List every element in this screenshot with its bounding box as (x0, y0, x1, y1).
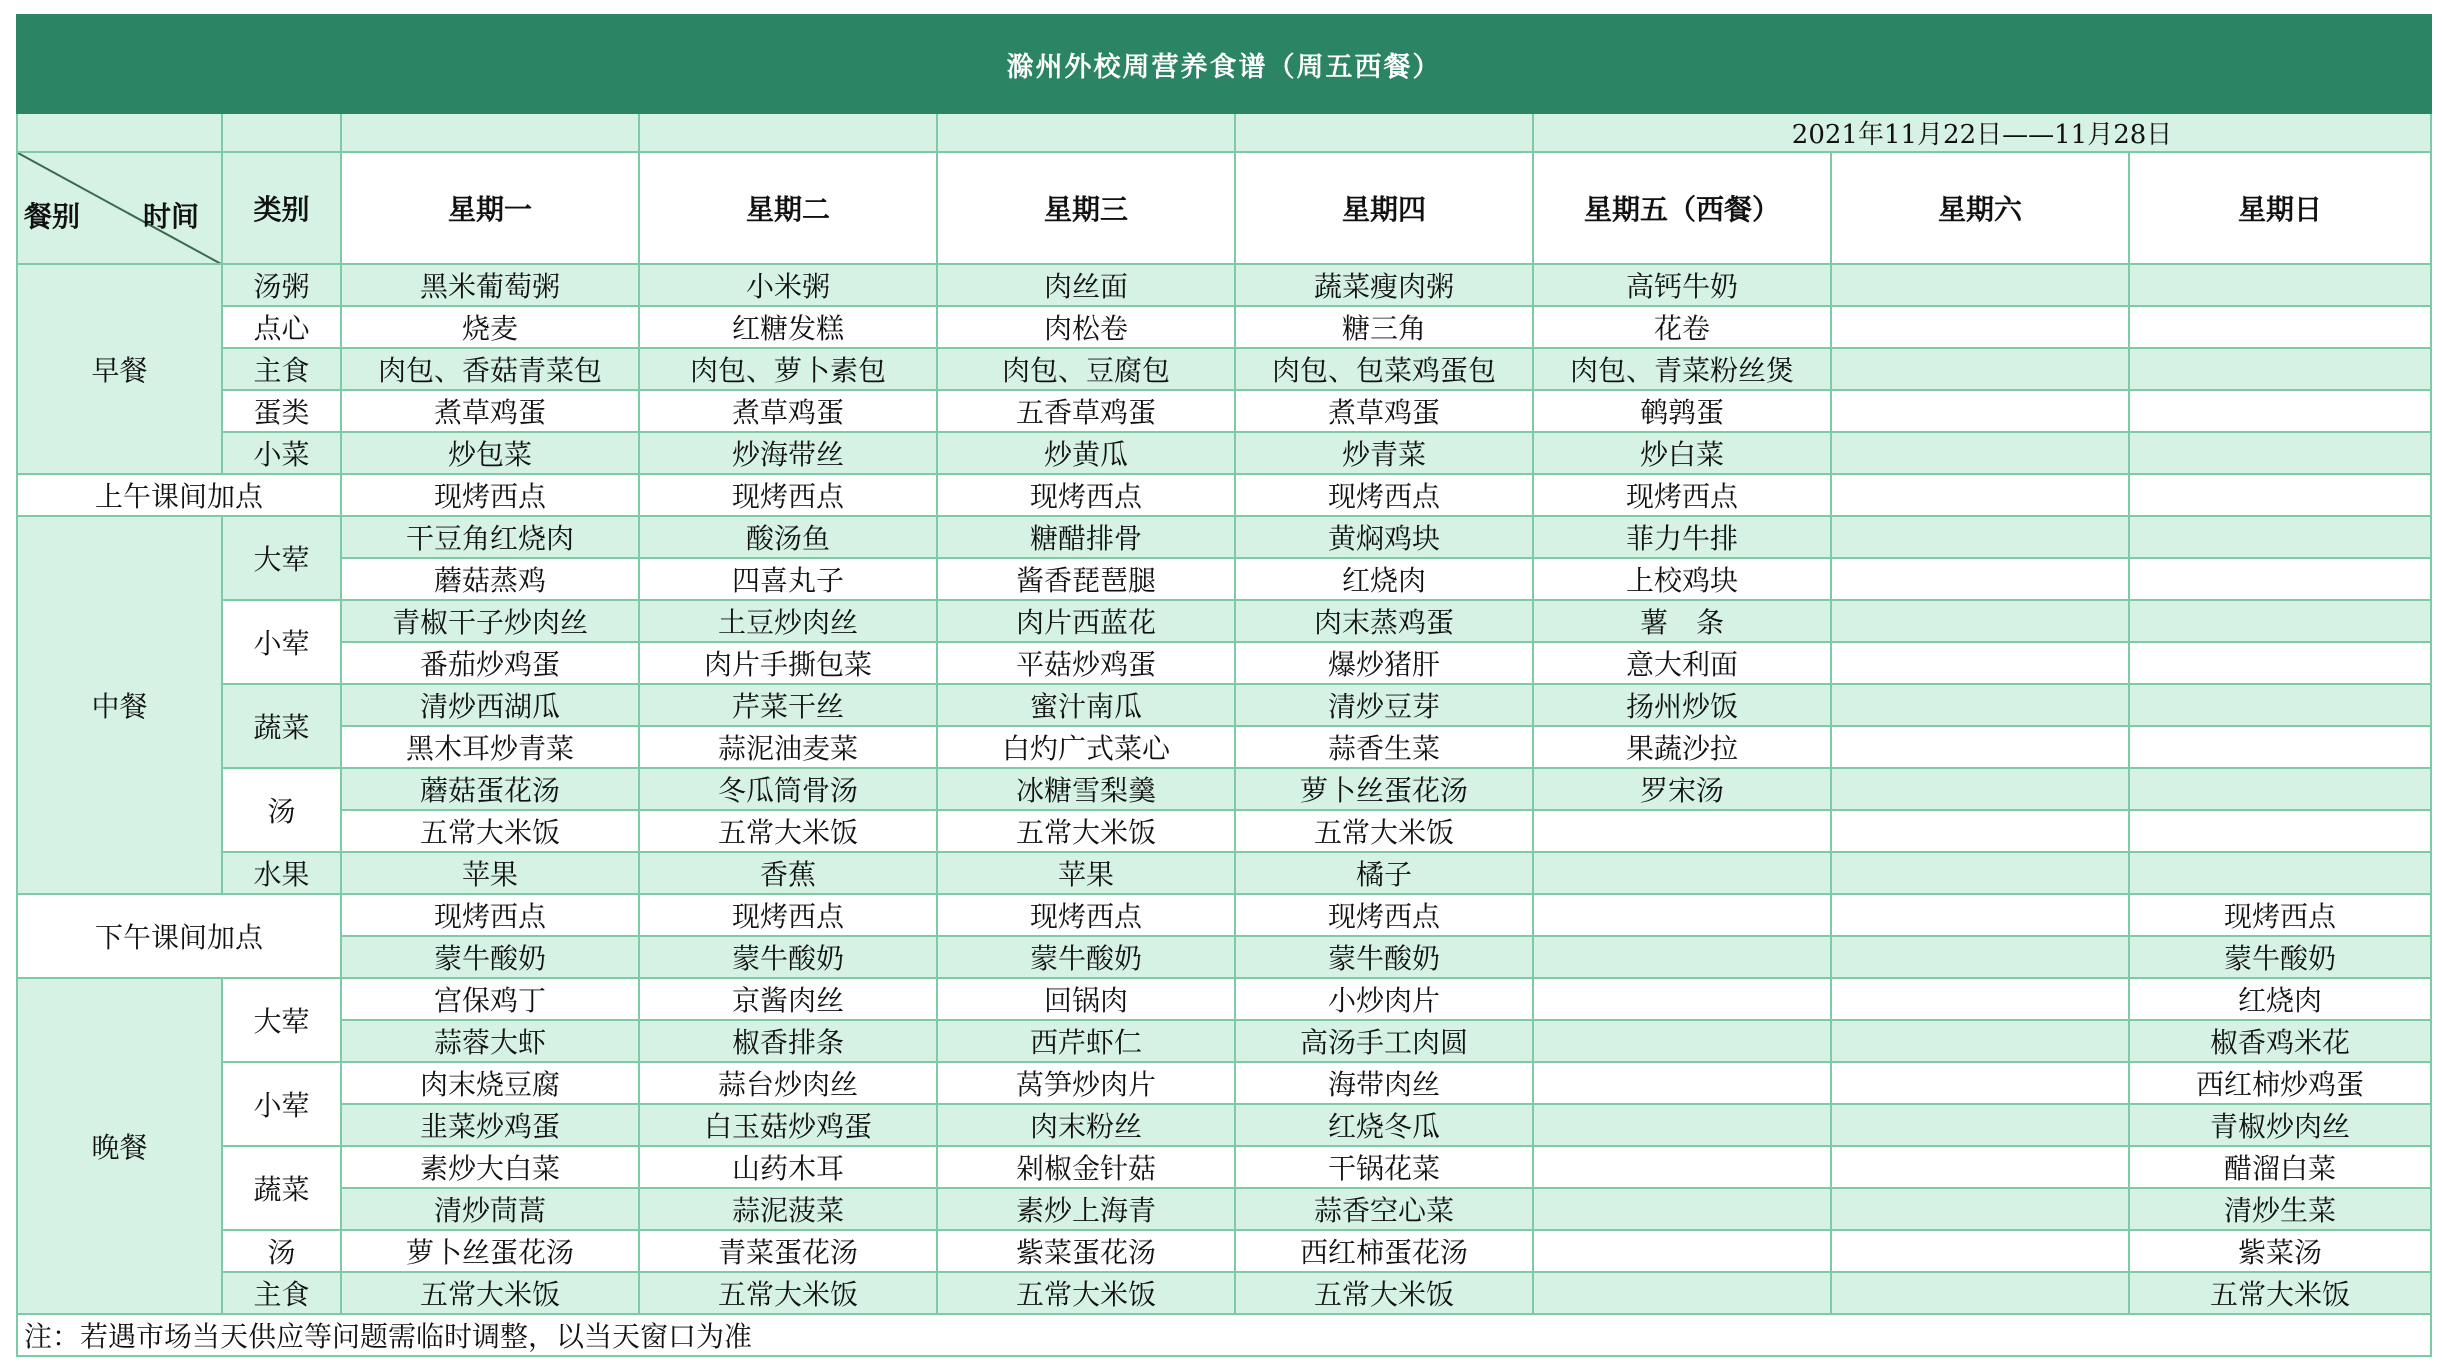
dish-cell: 素炒上海青 (937, 1188, 1235, 1230)
dish-cell (1831, 1062, 2129, 1104)
dish-cell: 蒜泥油麦菜 (639, 726, 937, 768)
dish-cell (1831, 936, 2129, 978)
dish-cell (1831, 1272, 2129, 1314)
category-label: 水果 (222, 852, 341, 894)
dish-cell: 素炒大白菜 (341, 1146, 639, 1188)
dish-cell: 平菇炒鸡蛋 (937, 642, 1235, 684)
dish-cell (1831, 810, 2129, 852)
dish-cell (2129, 852, 2431, 894)
dish-cell: 五常大米饭 (1235, 1272, 1533, 1314)
dish-cell: 椒香鸡米花 (2129, 1020, 2431, 1062)
dish-cell: 爆炒猪肝 (1235, 642, 1533, 684)
dish-cell: 土豆炒肉丝 (639, 600, 937, 642)
dish-cell: 香蕉 (639, 852, 937, 894)
day-header: 星期日 (2129, 152, 2431, 264)
dish-cell: 糖醋排骨 (937, 516, 1235, 558)
dish-cell: 四喜丸子 (639, 558, 937, 600)
dish-cell (1831, 306, 2129, 348)
dish-cell: 肉包、香菇青菜包 (341, 348, 639, 390)
dish-cell: 红烧冬瓜 (1235, 1104, 1533, 1146)
dish-cell (2129, 348, 2431, 390)
dish-cell (2129, 432, 2431, 474)
dish-cell: 萝卜丝蛋花汤 (1235, 768, 1533, 810)
dish-cell: 蔬菜瘦肉粥 (1235, 264, 1533, 306)
dish-cell: 肉丝面 (937, 264, 1235, 306)
dish-cell: 现烤西点 (639, 474, 937, 516)
dish-cell (1831, 684, 2129, 726)
category-label: 大荤 (222, 516, 341, 600)
dish-cell (2129, 642, 2431, 684)
meal-label: 晚餐 (17, 978, 222, 1314)
dish-cell (1533, 1104, 1831, 1146)
dish-cell (1831, 1104, 2129, 1146)
dish-cell: 橘子 (1235, 852, 1533, 894)
dish-cell (1533, 810, 1831, 852)
dish-cell: 肉包、萝卜素包 (639, 348, 937, 390)
dish-cell: 上校鸡块 (1533, 558, 1831, 600)
dish-cell (1533, 1272, 1831, 1314)
dish-cell (1831, 1188, 2129, 1230)
dish-cell: 薯 条 (1533, 600, 1831, 642)
dish-cell: 蒜香生菜 (1235, 726, 1533, 768)
dish-cell: 现烤西点 (341, 474, 639, 516)
dish-cell: 蒙牛酸奶 (341, 936, 639, 978)
dish-cell: 煮草鸡蛋 (639, 390, 937, 432)
dish-cell (1533, 978, 1831, 1020)
dish-cell: 剁椒金针菇 (937, 1146, 1235, 1188)
dish-cell: 清炒西湖瓜 (341, 684, 639, 726)
dish-cell: 苹果 (341, 852, 639, 894)
dish-cell (2129, 264, 2431, 306)
dish-cell: 山药木耳 (639, 1146, 937, 1188)
dish-cell: 京酱肉丝 (639, 978, 937, 1020)
dish-cell: 肉末蒸鸡蛋 (1235, 600, 1533, 642)
dish-cell: 煮草鸡蛋 (1235, 390, 1533, 432)
footnote: 注：若遇市场当天供应等问题需临时调整，以当天窗口为准 (17, 1314, 2431, 1356)
dish-cell: 清炒生菜 (2129, 1188, 2431, 1230)
dish-cell (1831, 558, 2129, 600)
dish-cell (1831, 600, 2129, 642)
day-header: 星期六 (1831, 152, 2129, 264)
dish-cell (1533, 1020, 1831, 1062)
dish-cell (1831, 894, 2129, 936)
dish-cell (1831, 1146, 2129, 1188)
dish-cell (1831, 474, 2129, 516)
dish-cell: 现烤西点 (341, 894, 639, 936)
dish-cell: 蒜泥菠菜 (639, 1188, 937, 1230)
category-label: 汤粥 (222, 264, 341, 306)
dish-cell: 五常大米饭 (937, 1272, 1235, 1314)
category-label: 汤 (222, 1230, 341, 1272)
dish-cell: 现烤西点 (639, 894, 937, 936)
dish-cell (1533, 894, 1831, 936)
category-label: 蛋类 (222, 390, 341, 432)
dish-cell: 蒙牛酸奶 (1235, 936, 1533, 978)
dish-cell: 鹌鹑蛋 (1533, 390, 1831, 432)
dish-cell (1831, 852, 2129, 894)
dish-cell: 醋溜白菜 (2129, 1146, 2431, 1188)
dish-cell (1831, 390, 2129, 432)
dish-cell: 五常大米饭 (639, 810, 937, 852)
dish-cell: 肉包、包菜鸡蛋包 (1235, 348, 1533, 390)
dish-cell (2129, 600, 2431, 642)
dish-cell: 高钙牛奶 (1533, 264, 1831, 306)
dish-cell: 罗宋汤 (1533, 768, 1831, 810)
dish-cell: 莴笋炒肉片 (937, 1062, 1235, 1104)
meal-label: 上午课间加点 (17, 474, 341, 516)
dish-cell: 意大利面 (1533, 642, 1831, 684)
corner-time-label: 时间 (142, 200, 199, 233)
dish-cell: 蒙牛酸奶 (2129, 936, 2431, 978)
dish-cell: 五常大米饭 (937, 810, 1235, 852)
day-header: 星期一 (341, 152, 639, 264)
dish-cell (1831, 1020, 2129, 1062)
dish-cell: 海带肉丝 (1235, 1062, 1533, 1104)
dish-cell (1533, 1062, 1831, 1104)
day-header: 星期三 (937, 152, 1235, 264)
dish-cell: 黑木耳炒青菜 (341, 726, 639, 768)
dish-cell (1533, 1188, 1831, 1230)
dish-cell (1831, 978, 2129, 1020)
dish-cell: 冰糖雪梨羹 (937, 768, 1235, 810)
dish-cell: 芹菜干丝 (639, 684, 937, 726)
dish-cell: 清炒豆芽 (1235, 684, 1533, 726)
dish-cell: 果蔬沙拉 (1533, 726, 1831, 768)
dish-cell: 肉片西蓝花 (937, 600, 1235, 642)
day-header: 星期五（西餐） (1533, 152, 1831, 264)
dish-cell (2129, 306, 2431, 348)
dish-cell: 白灼广式菜心 (937, 726, 1235, 768)
dish-cell: 椒香排条 (639, 1020, 937, 1062)
category-label: 小荤 (222, 1062, 341, 1146)
dish-cell: 花卷 (1533, 306, 1831, 348)
category-header: 类别 (222, 152, 341, 264)
dish-cell: 肉末烧豆腐 (341, 1062, 639, 1104)
dish-cell (1831, 768, 2129, 810)
dish-cell: 青椒炒肉丝 (2129, 1104, 2431, 1146)
dish-cell: 紫菜蛋花汤 (937, 1230, 1235, 1272)
category-label: 主食 (222, 1272, 341, 1314)
dish-cell: 西红柿蛋花汤 (1235, 1230, 1533, 1272)
category-label: 蔬菜 (222, 1146, 341, 1230)
meal-label: 下午课间加点 (17, 894, 341, 978)
meal-label: 中餐 (17, 516, 222, 894)
dish-cell: 煮草鸡蛋 (341, 390, 639, 432)
day-header: 星期四 (1235, 152, 1533, 264)
dish-cell: 西芹虾仁 (937, 1020, 1235, 1062)
dish-cell: 五常大米饭 (341, 1272, 639, 1314)
day-header: 星期二 (639, 152, 937, 264)
dish-cell: 清炒茼蒿 (341, 1188, 639, 1230)
dish-cell: 回锅肉 (937, 978, 1235, 1020)
dish-cell: 现烤西点 (1533, 474, 1831, 516)
dish-cell: 五香草鸡蛋 (937, 390, 1235, 432)
dish-cell: 蘑菇蒸鸡 (341, 558, 639, 600)
dish-cell: 番茄炒鸡蛋 (341, 642, 639, 684)
dish-cell (2129, 726, 2431, 768)
category-label: 点心 (222, 306, 341, 348)
dish-cell (2129, 390, 2431, 432)
dish-cell: 宫保鸡丁 (341, 978, 639, 1020)
category-label: 汤 (222, 768, 341, 852)
dish-cell: 现烤西点 (937, 894, 1235, 936)
dish-cell (2129, 516, 2431, 558)
menu-title: 滁州外校周营养食谱（周五西餐） (17, 15, 2431, 113)
dish-cell: 炒包菜 (341, 432, 639, 474)
dish-cell (1533, 1146, 1831, 1188)
dish-cell: 黄焖鸡块 (1235, 516, 1533, 558)
dish-cell: 苹果 (937, 852, 1235, 894)
dish-cell: 西红柿炒鸡蛋 (2129, 1062, 2431, 1104)
dish-cell: 炒白菜 (1533, 432, 1831, 474)
dish-cell: 炒青菜 (1235, 432, 1533, 474)
dish-cell (1533, 936, 1831, 978)
corner-header (17, 152, 222, 264)
dish-cell (2129, 768, 2431, 810)
category-label: 蔬菜 (222, 684, 341, 768)
dish-cell: 青菜蛋花汤 (639, 1230, 937, 1272)
menu-table (16, 14, 2432, 1357)
category-label: 小荤 (222, 600, 341, 684)
dish-cell: 红糖发糕 (639, 306, 937, 348)
dish-cell (2129, 684, 2431, 726)
dish-cell: 干锅花菜 (1235, 1146, 1533, 1188)
dish-cell: 肉包、青菜粉丝煲 (1533, 348, 1831, 390)
dish-cell: 蒜台炒肉丝 (639, 1062, 937, 1104)
dish-cell: 蒜蓉大虾 (341, 1020, 639, 1062)
date-range: 2021年11月22日——11月28日 (1533, 113, 2431, 152)
dish-cell (2129, 474, 2431, 516)
dish-cell (1831, 432, 2129, 474)
dish-cell (1831, 1230, 2129, 1272)
dish-cell: 五常大米饭 (1235, 810, 1533, 852)
dish-cell (1831, 516, 2129, 558)
dish-cell (1831, 264, 2129, 306)
dish-cell: 蒙牛酸奶 (639, 936, 937, 978)
dish-cell: 烧麦 (341, 306, 639, 348)
dish-cell (1831, 642, 2129, 684)
dish-cell (1831, 726, 2129, 768)
category-label: 小菜 (222, 432, 341, 474)
dish-cell: 糖三角 (1235, 306, 1533, 348)
dish-cell: 菲力牛排 (1533, 516, 1831, 558)
dish-cell: 白玉菇炒鸡蛋 (639, 1104, 937, 1146)
dish-cell: 韭菜炒鸡蛋 (341, 1104, 639, 1146)
dish-cell: 五常大米饭 (2129, 1272, 2431, 1314)
dish-cell: 红烧肉 (1235, 558, 1533, 600)
dish-cell: 现烤西点 (937, 474, 1235, 516)
dish-cell: 五常大米饭 (341, 810, 639, 852)
dish-cell: 蜜汁南瓜 (937, 684, 1235, 726)
dish-cell: 冬瓜筒骨汤 (639, 768, 937, 810)
dish-cell: 蘑菇蛋花汤 (341, 768, 639, 810)
dish-cell: 炒黄瓜 (937, 432, 1235, 474)
dish-cell: 高汤手工肉圆 (1235, 1020, 1533, 1062)
dish-cell: 青椒干子炒肉丝 (341, 600, 639, 642)
dish-cell (2129, 810, 2431, 852)
dish-cell: 五常大米饭 (639, 1272, 937, 1314)
dish-cell: 小炒肉片 (1235, 978, 1533, 1020)
dish-cell: 蒜香空心菜 (1235, 1188, 1533, 1230)
dish-cell: 现烤西点 (2129, 894, 2431, 936)
meal-label: 早餐 (17, 264, 222, 474)
dish-cell: 小米粥 (639, 264, 937, 306)
dish-cell: 炒海带丝 (639, 432, 937, 474)
dish-cell: 蒙牛酸奶 (937, 936, 1235, 978)
dish-cell: 现烤西点 (1235, 894, 1533, 936)
category-label: 主食 (222, 348, 341, 390)
dish-cell: 酸汤鱼 (639, 516, 937, 558)
dish-cell (1831, 348, 2129, 390)
dish-cell: 肉松卷 (937, 306, 1235, 348)
dish-cell (1533, 852, 1831, 894)
dish-cell: 现烤西点 (1235, 474, 1533, 516)
dish-cell: 萝卜丝蛋花汤 (341, 1230, 639, 1272)
dish-cell: 肉末粉丝 (937, 1104, 1235, 1146)
dish-cell: 酱香琵琶腿 (937, 558, 1235, 600)
corner-meal-label: 餐别 (24, 200, 81, 233)
dish-cell: 扬州炒饭 (1533, 684, 1831, 726)
dish-cell (1533, 1230, 1831, 1272)
dish-cell: 黑米葡萄粥 (341, 264, 639, 306)
category-label: 大荤 (222, 978, 341, 1062)
menu-sheet (16, 14, 2430, 1358)
dish-cell: 紫菜汤 (2129, 1230, 2431, 1272)
dish-cell: 红烧肉 (2129, 978, 2431, 1020)
dish-cell: 肉片手撕包菜 (639, 642, 937, 684)
dish-cell: 干豆角红烧肉 (341, 516, 639, 558)
dish-cell: 肉包、豆腐包 (937, 348, 1235, 390)
dish-cell (2129, 558, 2431, 600)
